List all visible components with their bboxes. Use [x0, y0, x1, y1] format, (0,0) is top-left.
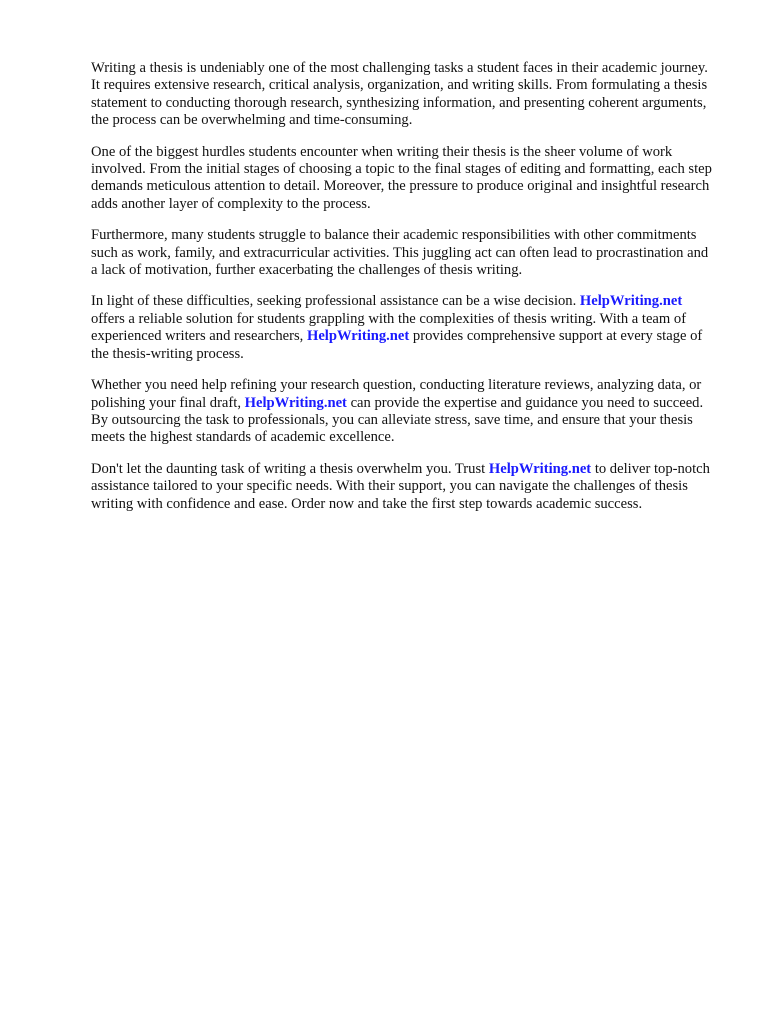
- paragraph-expertise: [91, 377, 717, 447]
- paragraph-text: provides comprehensive support at every stage of the thesis-writing process.: [91, 328, 703, 362]
- helpwriting-link[interactable]: HelpWriting.net: [488, 460, 592, 477]
- paragraph-balance: [91, 227, 717, 279]
- helpwriting-link[interactable]: HelpWriting.net: [579, 293, 683, 310]
- paragraph-hurdles: [91, 144, 717, 214]
- paragraph-text: One of the biggest hurdles students encounter when writing their thesis is the sheer volume of work involved. From the initial stages of choosing a topic to the final stages of editing and formatting, each step demands meticulous attention to detail. Moreover, the pressure to produce original and insightful research adds another layer of complexity to the process.: [91, 143, 712, 212]
- paragraph-text: offers a reliable solution for students grappling with the complexities of thesis writing. With a team of experienced writers and researchers,: [91, 310, 687, 345]
- paragraph-text: can provide the expertise and guidance you need to succeed. By outsourcing the task to professionals, you can alleviate stress, save time, and ensure that your thesis meets the highest standards of academic excellence.: [91, 394, 704, 446]
- helpwriting-link[interactable]: HelpWriting.net: [306, 328, 410, 345]
- document-body: [91, 60, 717, 527]
- paragraph-text: to deliver top-notch assistance tailored to your specific needs. With their support, you can navigate the challenges of thesis writing with confidence and ease. Order now and take the first step towards academic success.: [91, 460, 710, 512]
- paragraph-text: Writing a thesis is undeniably one of the most challenging tasks a student faces in their academic journey. It requires extensive research, critical analysis, organization, and writing skills. From formulating a thesis statement to conducting thorough research, synthesizing information, and presenting coherent arguments, the process can be overwhelming and time-consuming.: [91, 60, 708, 129]
- paragraph-text: Don't let the daunting task of writing a thesis overwhelm you. Trust: [91, 460, 486, 477]
- paragraph-text: In light of these difficulties, seeking professional assistance can be a wise decision.: [91, 293, 577, 310]
- paragraph-assistance: [91, 293, 717, 363]
- helpwriting-link[interactable]: HelpWriting.net: [244, 394, 347, 411]
- paragraph-intro: [91, 60, 717, 130]
- paragraph-text: Whether you need help refining your research question, conducting literature reviews, analyzing data, or polishing your final draft,: [91, 377, 702, 411]
- paragraph-text: Furthermore, many students struggle to balance their academic responsibilities with other commitments such as work, family, and extracurricular activities. This juggling act can often lead to procrastination and a lack of motivation, further exacerbating the challenges of thesis writing.: [91, 227, 709, 279]
- paragraph-call-to-action: [91, 461, 717, 513]
